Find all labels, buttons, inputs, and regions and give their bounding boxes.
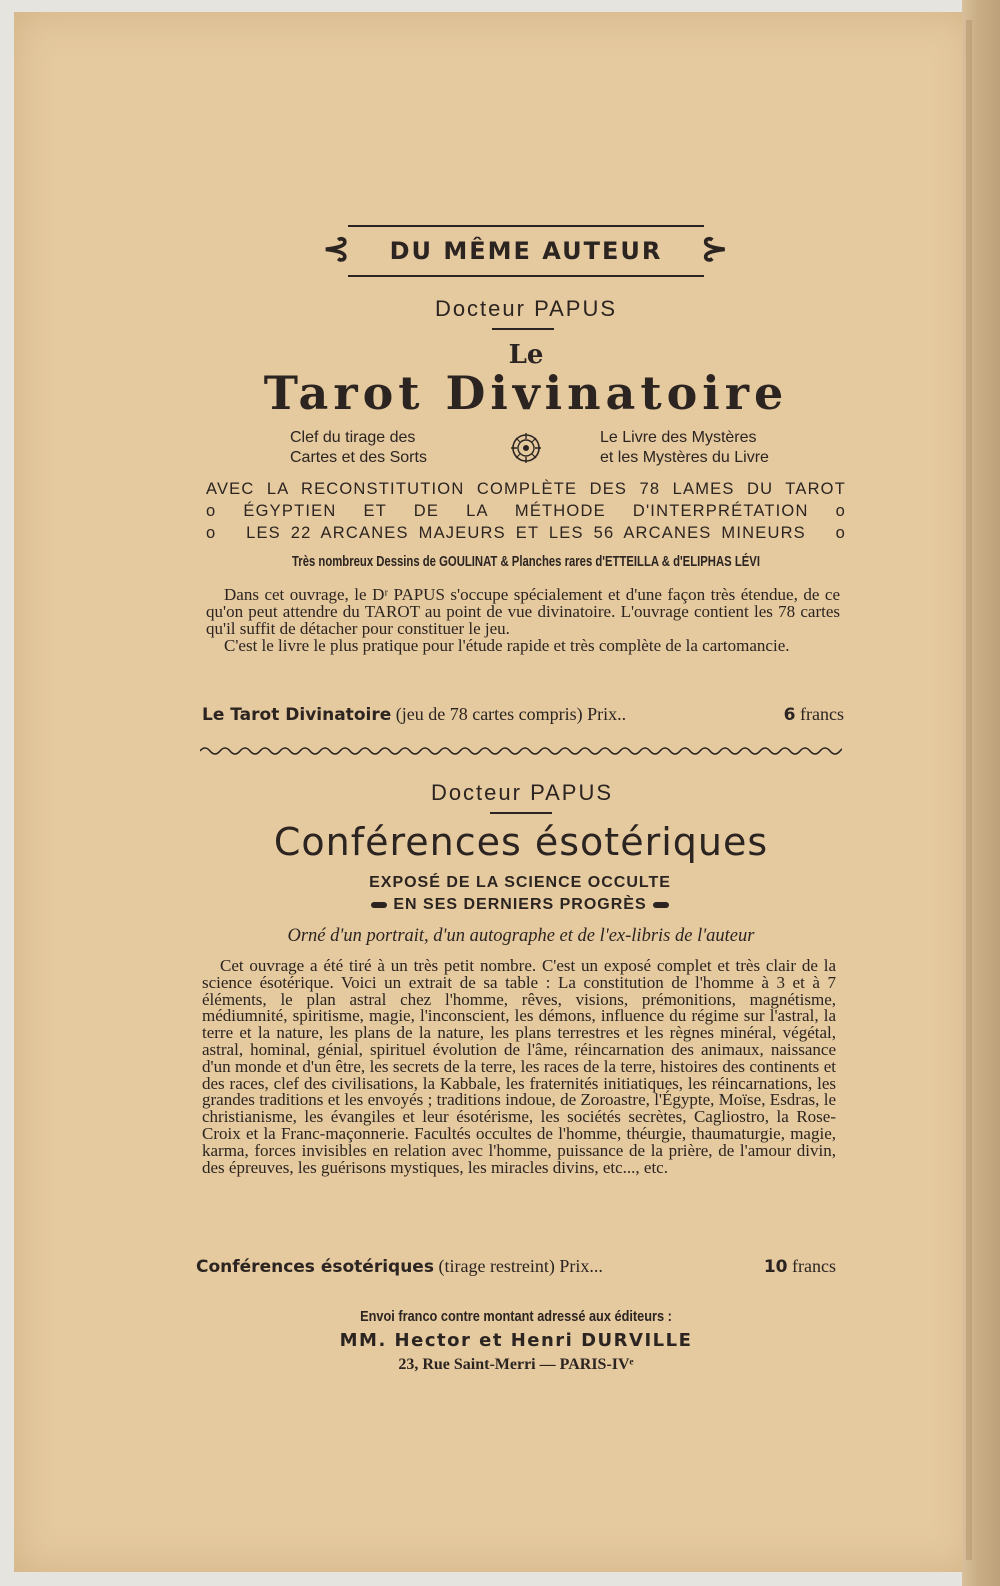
book2-author-rule xyxy=(490,812,552,814)
banner-title: DU MÊME AUTEUR xyxy=(389,237,663,265)
book2-price-amount: 10 xyxy=(763,1257,788,1277)
book1-price-detail: (jeu de 78 cartes compris) Prix.. xyxy=(395,704,627,724)
wave-divider xyxy=(200,744,842,758)
book2-ornament-line: Orné d'un portrait, d'un autographe et de l'ex-libris de l'auteur xyxy=(287,926,755,946)
book2-price-line xyxy=(196,1256,836,1277)
book1-price-unit: francs xyxy=(800,704,844,724)
book1-caps-line-1: AVEC LA RECONSTITUTION COMPLÈTE DES 78 LAMES DU TAROT xyxy=(206,480,846,498)
book2-expose-line-2: EN SES DERNIERS PROGRÈS xyxy=(393,896,647,913)
book2-title: Conférences ésotériques xyxy=(273,820,769,864)
book2-price-unit: francs xyxy=(792,1256,836,1276)
book1-paragraph-1: Dans cet ouvrage, le Dʳ PAPUS s'occupe spécialement et d'une façon très étendue, de ce qu'on peut attendre du TAROT au point de vue divinatoire. L'ouvrage contient les 78 cartes qu'il suffit de détacher pour constituer le jeu. xyxy=(206,585,840,638)
book2-author: Docteur PAPUS xyxy=(430,780,614,805)
book2-price-title: Conférences ésotériques xyxy=(196,1257,434,1277)
footer-envoi-wrap xyxy=(216,1308,816,1325)
banner-rule-bottom xyxy=(348,275,704,277)
left-pointer-icon xyxy=(371,902,387,908)
right-arrow-icon: ⊱ xyxy=(700,229,729,269)
footer-envoi: Envoi franco contre montant adressé aux éditeurs : xyxy=(360,1308,672,1325)
book1-caps-line-3: o LES 22 ARCANES MAJEURS ET LES 56 ARCANES MINEURS o xyxy=(206,524,846,542)
left-arrow-icon: ⊰ xyxy=(322,229,351,269)
footer-address: 23, Rue Saint-Merri — PARIS-IVᵉ xyxy=(398,1356,634,1373)
book1-subtitle-right: Le Livre des Mystères et les Mystères du Livre xyxy=(600,429,769,466)
right-pointer-icon xyxy=(653,902,669,908)
book1-price-amount: 6 xyxy=(783,705,796,725)
book1-caps-line-2: o ÉGYPTIEN ET DE LA MÉTHODE D'INTERPRÉTATION o xyxy=(206,502,846,520)
ornament-icon xyxy=(510,432,542,464)
book1-price-line xyxy=(202,704,844,725)
book1-subtitle-left: Clef du tirage des Cartes et des Sorts xyxy=(290,429,427,466)
book1-price-title: Le Tarot Divinatoire xyxy=(202,705,392,725)
book1-author-rule xyxy=(492,328,554,330)
book1-description xyxy=(206,586,840,654)
page-edge xyxy=(962,0,1000,1586)
book1-paragraph-2: C'est le livre le plus pratique pour l'étude rapide et très complète de la cartomancie. xyxy=(224,636,790,655)
book2-expose-line-2-wrap xyxy=(320,896,720,914)
book2-expose-line-1: EXPOSÉ DE LA SCIENCE OCCULTE xyxy=(369,874,671,891)
footer-editors: MM. Hector et Henri DURVILLE xyxy=(339,1330,693,1351)
book1-author: Docteur PAPUS xyxy=(434,296,618,321)
book2-price-detail: (tirage restreint) Prix... xyxy=(438,1256,603,1276)
book1-illustrations: Très nombreux Dessins de GOULINAT & Planches rares d'ETTEILLA & d'ELIPHAS LÉVI xyxy=(292,554,760,570)
book2-paragraph: Cet ouvrage a été tiré à un très petit nombre. C'est un exposé complet et très clair de la science ésotérique. Voici un extrait de sa table : La constitution de l'homme à 3 et à 7 éléments, le plan astral chez l'homme, rêves, visions, prémonitions, magnétisme, médiumnité, spiritisme, magie, l'inconscient, les démons, influence du régime sur l'astral, la terre et la nature, les plans de la nature, les plans terrestres et les règnes minéral, végétal, astral, hominal, génial, spirituel évolution de l'âme, réincarnation des animaux, naissance d'un monde et d'un être, les secrets de la terre, les races de la terre, histoires des continents et des races, clef des civilisations, la Kabbale, les fraternités initiatiques, les réincarnations, les grandes traditions et les envoyés ; traditions indoue, de Zoroastre, l'Égypte, Moïse, Esdras, le christianisme, les évangiles et leur ésotérisme, les sociétés secrètes, Cagliostro, la Rose-Croix et la Franc-maçonnerie. Facultés occultes de l'homme, théurgie, thaumaturgie, magie, karma, forces invisibles en relation avec l'homme, puissance de la prière, de l'amour divin, des épreuves, les guérisons mystiques, les miracles divins, etc..., etc. xyxy=(202,956,836,1177)
banner-rule-top xyxy=(348,225,704,227)
book1-title-le: Le xyxy=(508,340,544,370)
book1-title: Tarot Divinatoire xyxy=(263,366,789,420)
book1-illustrations-wrap xyxy=(166,554,886,570)
book2-description xyxy=(202,958,836,1176)
